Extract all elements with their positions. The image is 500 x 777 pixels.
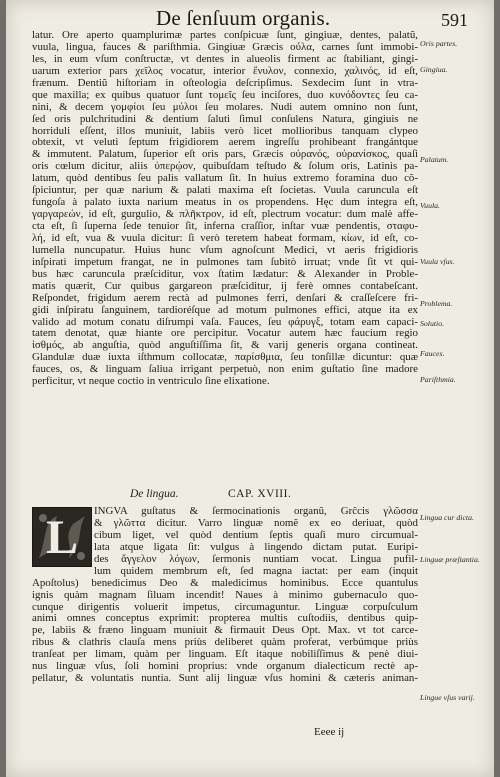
text-line: nini, & decem γομφίοι ſeu μύλοι ſeu molares. Nudi autem omnino non ſunt, [32,101,418,113]
running-head [6,4,494,30]
text-line: λή, id eſt, vua & vuula dicitur: ſi verò teretem habeat formam, κίων, id eſt, co- [32,232,418,244]
chapter-title: De lingua. [130,488,179,500]
text-line: & γλῶττα dicitur. Varro linguæ nomẽ ex eo deriuat, quòd [94,517,418,529]
margin-note-fauces: Fauces. [420,349,445,358]
text-line: valido ad motum conatu diſrumpi vaſa. Fauces, ſeu φάρυγξ, totam eam capaci- [32,316,418,328]
text-line: fauces, os, & linguam ſaliua irrigant perpetuò, non enim guſtatio ſine madore [32,364,418,376]
text-line: gidi inſpiratu ſanguinem, tardioréſque ad motum pulmones effici, atque ita ex [32,304,418,316]
text-line: bus hæc caruncula præſciditur, vox ſtatim lædatur: & Alexander in Proble- [32,268,418,280]
text-line: pellatur, & voluntatis nuntia. Sunt alij linguæ vſus homini & cæteris animan- [32,673,418,685]
text-line: Apoſtolus) benedicimus Deo & maledicimus hominibus. Ecce quantulus [32,577,418,589]
text-line: nus linguæ vſus, ſoli homini proprius: vnde organum dialecticum rectè ap- [32,661,418,673]
text-line: lum quidem membrum eſt, ſed magna iactat: per eam (inquit [94,565,418,577]
text-line: ignis quàm magnam ſiluam incendit! Naues à minimo gubernaculo quo- [32,589,418,601]
text-line: tatem denotat, quæ hiante ore percipitur. Vocatur autem hæc faucium regio [32,328,418,340]
margin-note-vuulae-vsus: Vuula vſus. [420,257,455,266]
text-line: γαργαρεών, id eſt, gurgulio, & πλῆκτρον, id eſt, plectrum vocatur: dum malè affe- [32,209,418,221]
text-block-sense-organs [32,30,418,388]
text-line: latur. Ore aperto quamplurimæ partes conſpicuæ ſunt, gingiuæ, dentes, palatũ, [32,30,418,41]
text-line: vuula, lingua, fauces & pariſthmia. Gingiuæ Græcis οὖλα, carnes ſunt immobi- [32,41,418,53]
text-line: matis quærit, Cur quibus gargareon præſciditur, ij ferè omnes contabeſcant. [32,280,418,292]
text-line: pe, labiis & fræno linguam muniuit & firmauit Deus Opt. Max. vt tot carce- [32,625,418,637]
text-line: que maxilla; ex quibus quatuor ſunt τομεῖς ſeu inciſores, duo κυνόδοντες ſeu ca- [32,89,418,101]
text-line: INGVA guſtatus & ſermocinationis organũ, Grĉcis γλῶσσα [94,506,418,517]
book-page [6,0,494,777]
text-line: & immutent. Palatum, ſuperior eſt oris pars, Græcis οὐρανός, οὐρανίσκος, quaſi [32,149,418,161]
initial-letter: L [45,511,78,564]
text-line: des ἄγγελον λόγων, ſermonis nuntiam vocat. Lingua pufil- [94,553,418,565]
text-line: ſed oris pulchritudini & dentium ſaluti ſimul conſulens Natura, gingiuis ne [32,113,418,125]
text-line: les, in eum vſum conſtructæ, vt dentes in alueolis firment ac ſtabiliant, gingi- [32,53,418,65]
chapter-number: CAP. XVIII. [228,488,292,500]
margin-note-oris-partes: Oris partes. [420,39,458,48]
text-line: ribus & clathris clauſa mens priùs deliberet quàm proferat, verbúmque priùs [32,637,418,649]
margin-note-vuula: Vuula. [420,201,440,210]
margin-note-paristhmia: Pariſthmia. [420,375,456,384]
text-line: Reſpondet, frigidum aerem rectà ad pulmones ferri, denſari & craſſeſcere fri- [32,292,418,304]
text-line: fungoſa à palato iuxta narium meatus in os propendens. Hęc dum integra eſt, [32,197,418,209]
text-line: cunque dirigentis voluerit impetus, circumaguntur. Linguæ corpuſculum [32,601,418,613]
margin-note-palatum: Palatum. [420,155,449,164]
margin-note-linguae-vsus-varij: Lingue vſus varij. [420,693,475,702]
margin-note-problema: Problema. [420,299,453,308]
running-title: De ſenſuum organis. [156,6,331,30]
text-line: frænum. Dentiũ hiſtoriam in oſteologia deſcripſimus. Sexdecim ſunt in vtra- [32,77,418,89]
text-line: animi omnes conceptus exprimit: propterea multis cuſtodiis, dentibus quip- [32,613,418,625]
margin-note-lingua-cur-dicta: Lingua cur dicta. [420,513,474,522]
text-block-tongue [32,506,418,685]
text-line: ἰσθμός, ab anguſtia, quòd anguſtiſſima ſit, & varij generis organa contineat. [32,340,418,352]
text-line: tranſeat per limam, quàm per linguam. Eſt itaque nobiliſſimus & penè diui- [32,649,418,661]
signature-mark: Eeee ij [314,726,345,738]
text-line: cta eſt, ſi ſuperna ſede tenuior ſit, inferna craſſior, inſtar vuæ pendentis, σταφυ- [32,221,418,232]
text-line: oris cœlum dicitur, aliis ὑπερῴον, quibuſdam teſtudo & ſolum oris, Latinis pa- [32,161,418,173]
margin-note-gingiua: Gingiua. [420,65,448,74]
text-line: ſpiciuntur, per quæ narium & palati maxima eſt ſocietas. Vuula caruncula eſt [32,185,418,197]
text-line: lata atque ligata ſit: vulgus à lingendo dictam putat. Euripi- [94,541,418,553]
text-line: inſpirati impetum frangat, ne in pulmones tam ſubitò irruat; vnde ſit vt qui- [32,256,418,268]
text-line: obtexit, vt veluti ſeptum frigidiorem aerem ingreſſu prohibeant frangántque [32,137,418,149]
chapter-heading [32,488,418,502]
text-line: horriduli eſſent, illos muniuit, labiis verò licet mollioribus tanquam clypeo [32,125,418,137]
page-number: 591 [441,10,468,30]
text-line: cibum liget, vel quòd dentium ſeptis quaſi muro circumual- [94,529,418,541]
text-line: uarum exterior pars χεῖλος vocatur, interior ἔνυλον, connexio, χαλινός, id eſt, [32,65,418,77]
text-line: Glandulæ duæ iuxta iſthmum collocatæ, παρίσθμια, ſeu tonſillæ dicuntur: quæ [32,352,418,364]
text-line: perficitur, vt neque coctio in ventriculo ſine elixatione. [32,376,270,388]
text-line: lumella nuncupatur. Huius hunc vſum agnoſcunt Medici, vt aeris frigidioris [32,244,418,256]
margin-note-solutio: Solutio. [420,319,445,328]
margin-note-lingua-praestantia: Linguæ præſtantia. [420,555,480,564]
text-line: latum, quòd dentibus ſeu palis vallatum ſit. In huius extremo foramina duo cõ- [32,173,418,185]
